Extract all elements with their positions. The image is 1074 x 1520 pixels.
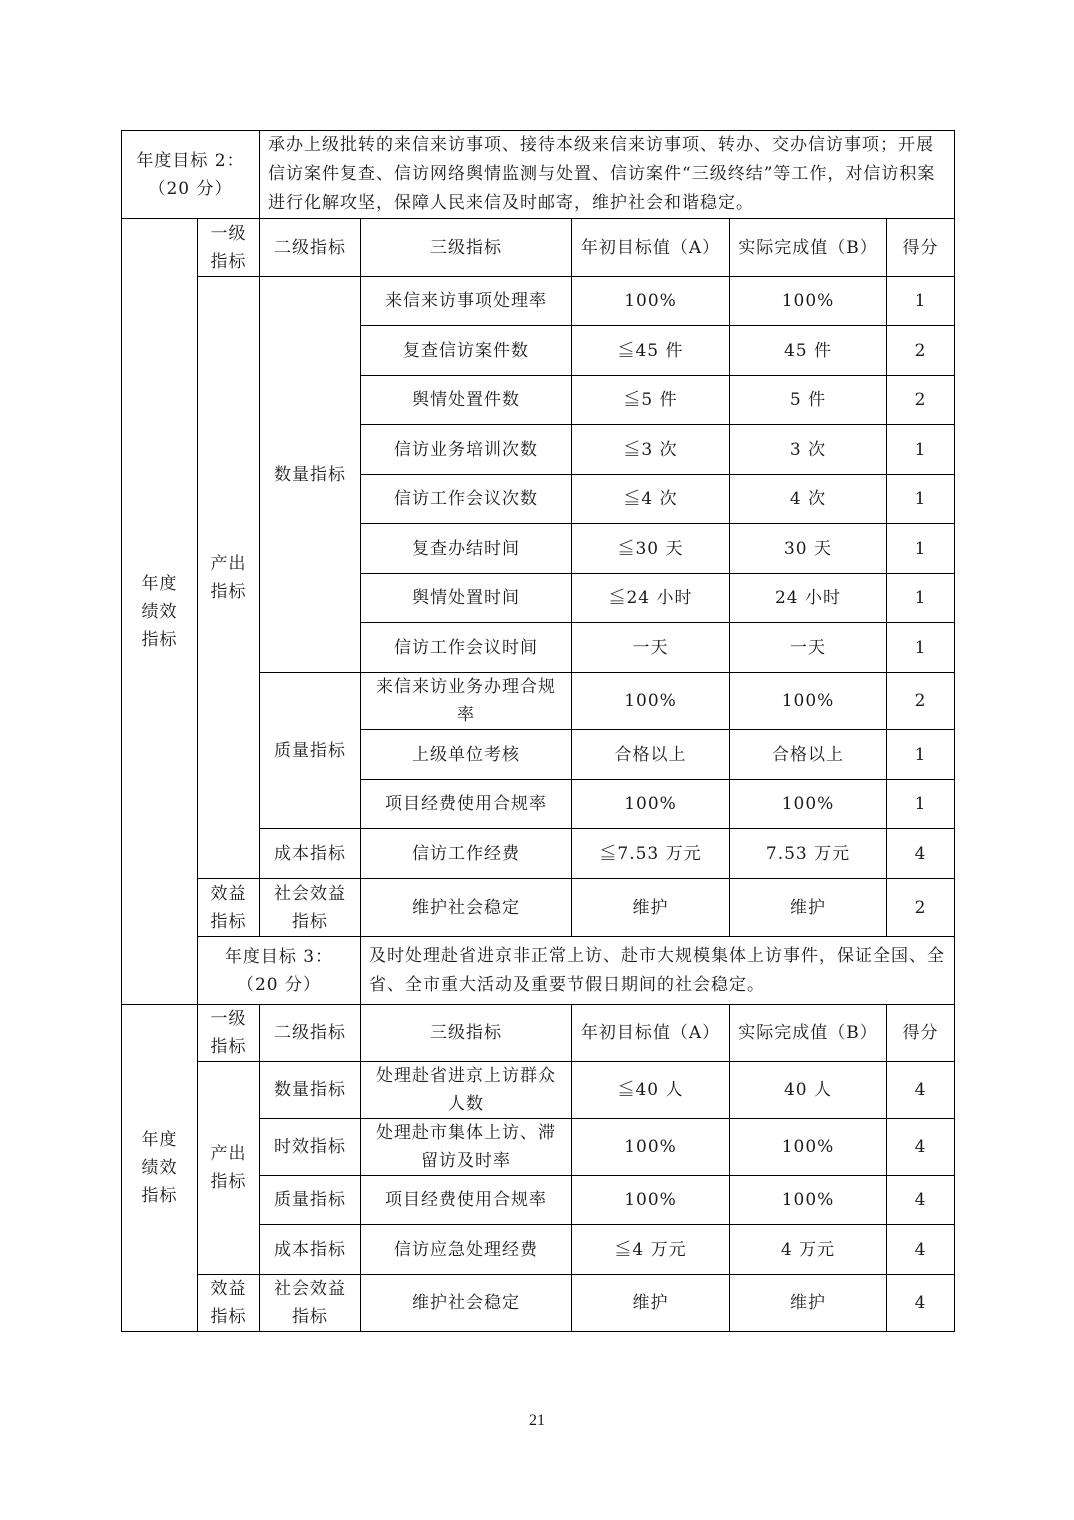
actual-value: 24 小时 xyxy=(730,574,887,623)
score-value: 4 xyxy=(887,1176,955,1225)
actual-value: 100% xyxy=(730,780,887,829)
score-value: 1 xyxy=(887,730,955,780)
target-value: ≦40 人 xyxy=(572,1062,730,1119)
score-value: 4 xyxy=(887,1062,955,1119)
level3-indicator: 信访工作会议时间 xyxy=(361,623,572,673)
actual-value: 3 次 xyxy=(730,425,887,475)
benefit-indicator-label: 效益 指标 xyxy=(198,1275,260,1332)
level3-indicator: 处理赴市集体上访、滞 留访及时率 xyxy=(361,1119,572,1176)
score-value: 1 xyxy=(887,277,955,326)
score-value: 4 xyxy=(887,1225,955,1275)
header-actual: 实际完成值（B） xyxy=(730,219,887,277)
header-level2: 二级指标 xyxy=(260,1005,361,1062)
level3-indicator: 信访业务培训次数 xyxy=(361,425,572,475)
header-score: 得分 xyxy=(887,219,955,277)
section2-label: 年度 绩效 指标 xyxy=(122,219,198,1005)
score-value: 1 xyxy=(887,574,955,623)
goal3-label: 年度目标 3： （20 分） xyxy=(198,937,361,1005)
header-target: 年初目标值（A） xyxy=(572,219,730,277)
header-row xyxy=(122,1005,955,1062)
actual-value: 100% xyxy=(730,1176,887,1225)
header-level3: 三级指标 xyxy=(361,219,572,277)
target-value: 合格以上 xyxy=(572,730,730,780)
level3-indicator: 来信来访业务办理合规 率 xyxy=(361,673,572,730)
target-value: 维护 xyxy=(572,1275,730,1332)
actual-value: 一天 xyxy=(730,623,887,673)
score-value: 2 xyxy=(887,673,955,730)
performance-table-body xyxy=(122,131,955,1332)
level3-indicator: 复查信访案件数 xyxy=(361,326,572,376)
quality-indicator-label: 质量指标 xyxy=(260,673,361,829)
score-value: 1 xyxy=(887,425,955,475)
performance-table xyxy=(121,130,955,1332)
target-value: 一天 xyxy=(572,623,730,673)
level2-indicator: 时效指标 xyxy=(260,1119,361,1176)
score-value: 1 xyxy=(887,780,955,829)
target-value: 100% xyxy=(572,277,730,326)
target-value: ≦30 天 xyxy=(572,524,730,574)
level2-indicator: 数量指标 xyxy=(260,1062,361,1119)
score-value: 1 xyxy=(887,623,955,673)
level3-indicator: 信访应急处理经费 xyxy=(361,1225,572,1275)
target-value: ≦4 次 xyxy=(572,475,730,524)
target-value: ≦5 件 xyxy=(572,376,730,425)
actual-value: 维护 xyxy=(730,1275,887,1332)
score-value: 1 xyxy=(887,475,955,524)
target-value: 100% xyxy=(572,1119,730,1176)
actual-value: 100% xyxy=(730,673,887,730)
actual-value: 合格以上 xyxy=(730,730,887,780)
score-value: 1 xyxy=(887,524,955,574)
output-indicator-label: 产出 指标 xyxy=(198,277,260,879)
section3-label: 年度 绩效 指标 xyxy=(122,1005,198,1332)
quantity-indicator-label: 数量指标 xyxy=(260,277,361,673)
level3-indicator: 信访工作经费 xyxy=(361,829,572,879)
level3-indicator: 项目经费使用合规率 xyxy=(361,1176,572,1225)
actual-value: 5 件 xyxy=(730,376,887,425)
score-value: 2 xyxy=(887,879,955,937)
target-value: ≦3 次 xyxy=(572,425,730,475)
target-value: ≦4 万元 xyxy=(572,1225,730,1275)
header-row xyxy=(122,219,955,277)
level2-indicator: 质量指标 xyxy=(260,1176,361,1225)
output-indicator-label: 产出 指标 xyxy=(198,1062,260,1275)
header-level1: 一级 指标 xyxy=(198,1005,260,1062)
level3-indicator: 维护社会稳定 xyxy=(361,879,572,937)
header-actual: 实际完成值（B） xyxy=(730,1005,887,1062)
target-value: 100% xyxy=(572,780,730,829)
goal-row xyxy=(122,131,955,219)
goal3-description: 及时处理赴省进京非正常上访、赴市大规模集体上访事件，保证全国、全省、全市重大活动及重要节假日期间的社会稳定。 xyxy=(361,937,955,1005)
level3-indicator: 信访工作会议次数 xyxy=(361,475,572,524)
table-row xyxy=(122,1275,955,1332)
score-value: 2 xyxy=(887,376,955,425)
actual-value: 45 件 xyxy=(730,326,887,376)
actual-value: 40 人 xyxy=(730,1062,887,1119)
cost-indicator-label: 成本指标 xyxy=(260,829,361,879)
actual-value: 30 天 xyxy=(730,524,887,574)
goal2-label: 年度目标 2： （20 分） xyxy=(122,131,260,219)
level2-indicator: 成本指标 xyxy=(260,1225,361,1275)
page-number: 21 xyxy=(529,1412,545,1429)
level3-indicator: 上级单位考核 xyxy=(361,730,572,780)
score-value: 4 xyxy=(887,829,955,879)
level3-indicator: 舆情处置件数 xyxy=(361,376,572,425)
target-value: 100% xyxy=(572,1176,730,1225)
level3-indicator: 复查办结时间 xyxy=(361,524,572,574)
target-value: 100% xyxy=(572,673,730,730)
score-value: 2 xyxy=(887,326,955,376)
target-value: ≦7.53 万元 xyxy=(572,829,730,879)
level2-indicator: 社会效益 指标 xyxy=(260,1275,361,1332)
actual-value: 7.53 万元 xyxy=(730,829,887,879)
header-score: 得分 xyxy=(887,1005,955,1062)
header-level1: 一级 指标 xyxy=(198,219,260,277)
target-value: 维护 xyxy=(572,879,730,937)
header-level2: 二级指标 xyxy=(260,219,361,277)
target-value: ≦45 件 xyxy=(572,326,730,376)
social-benefit-label: 社会效益 指标 xyxy=(260,879,361,937)
level3-indicator: 维护社会稳定 xyxy=(361,1275,572,1332)
table-row xyxy=(122,277,955,326)
header-target: 年初目标值（A） xyxy=(572,1005,730,1062)
header-level3: 三级指标 xyxy=(361,1005,572,1062)
actual-value: 4 万元 xyxy=(730,1225,887,1275)
actual-value: 100% xyxy=(730,1119,887,1176)
score-value: 4 xyxy=(887,1119,955,1176)
level3-indicator: 处理赴省进京上访群众 人数 xyxy=(361,1062,572,1119)
level3-indicator: 来信来访事项处理率 xyxy=(361,277,572,326)
goal-row xyxy=(122,937,955,1005)
goal2-description: 承办上级批转的来信来访事项、接待本级来信来访事项、转办、交办信访事项；开展信访案件复查、信访网络舆情监测与处置、信访案件“三级终结”等工作，对信访积案进行化解攻坚，保障人民来信及时邮寄，维护社会和谐稳定。 xyxy=(260,131,955,219)
table-row xyxy=(122,879,955,937)
table-row xyxy=(122,1062,955,1119)
actual-value: 维护 xyxy=(730,879,887,937)
level3-indicator: 舆情处置时间 xyxy=(361,574,572,623)
actual-value: 100% xyxy=(730,277,887,326)
target-value: ≦24 小时 xyxy=(572,574,730,623)
benefit-indicator-label: 效益 指标 xyxy=(198,879,260,937)
actual-value: 4 次 xyxy=(730,475,887,524)
level3-indicator: 项目经费使用合规率 xyxy=(361,780,572,829)
score-value: 4 xyxy=(887,1275,955,1332)
